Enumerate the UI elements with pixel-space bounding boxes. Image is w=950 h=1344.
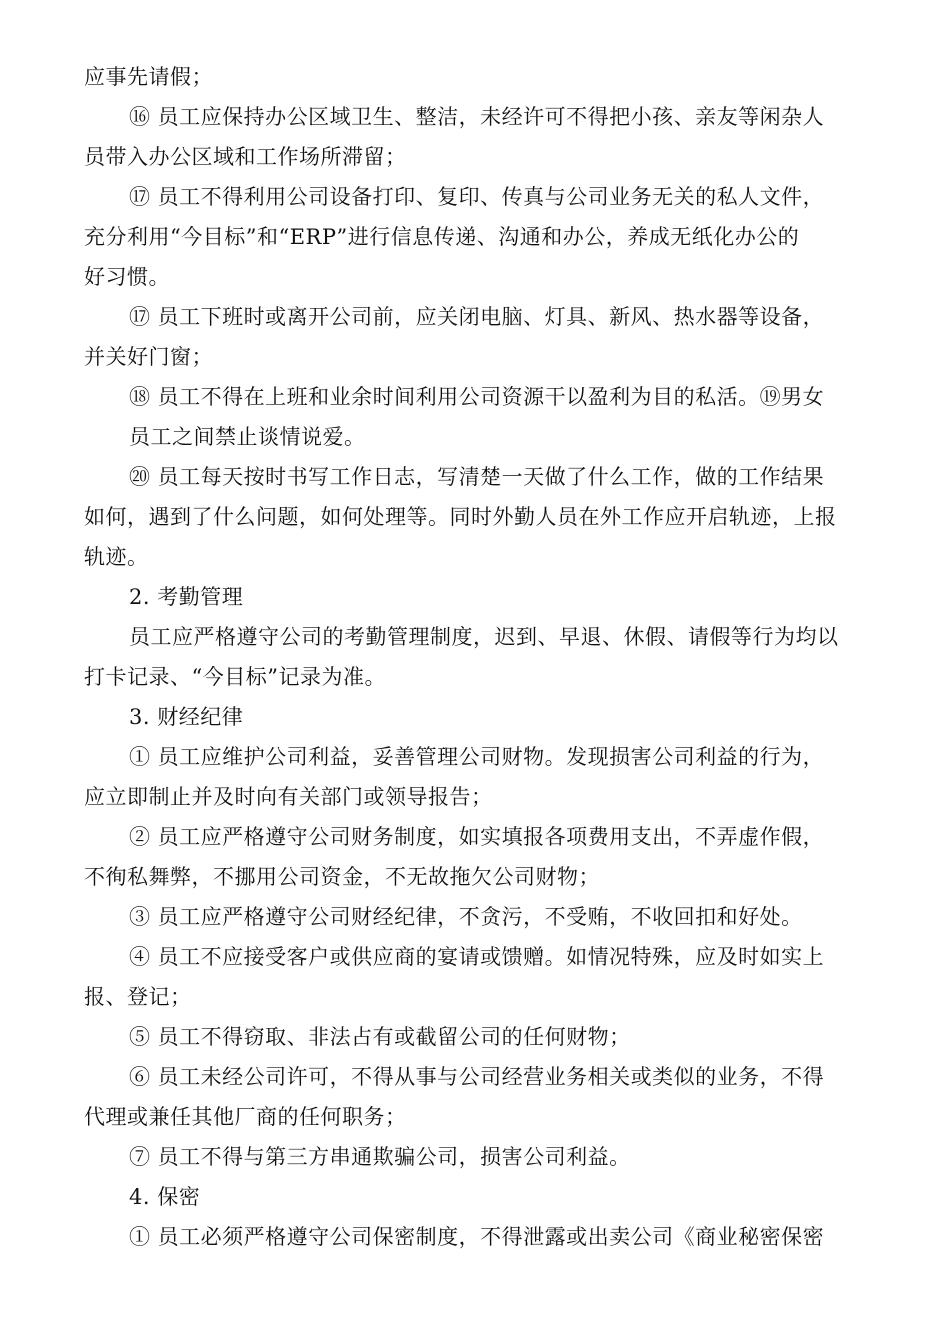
text-line: ⑰ 员工下班时或离开公司前，应关闭电脑、灯具、新风、热水器等设备， — [129, 305, 825, 329]
text-line: ⑤ 员工不得窃取、非法占有或截留公司的任何财物； — [129, 1025, 631, 1049]
section-heading: 3. 财经纪律 — [129, 705, 244, 729]
text-line: ⑥ 员工未经公司许可，不得从事与公司经营业务相关或类似的业务，不得 — [129, 1065, 825, 1089]
text-line: 充分利用“今目标”和“ERP”进行信息传递、沟通和办公，养成无纸化办公的 — [84, 225, 800, 249]
text-line: ⑯ 员工应保持办公区域卫生、整洁，未经许可不得把小孩、亲友等闲杂人 — [129, 105, 825, 129]
section-heading: 4. 保密 — [129, 1185, 201, 1209]
text-line: 不徇私舞弊，不挪用公司资金，不无故拖欠公司财物； — [84, 865, 600, 889]
text-line: ⑳ 员工每天按时书写工作日志，写清楚一天做了什么工作，做的工作结果 — [129, 465, 825, 489]
text-line: ⑱ 员工不得在上班和业余时间利用公司资源干以盈利为目的私活。⑲男女 — [129, 385, 825, 409]
text-line: 如何，遇到了什么问题，如何处理等。同时外勤人员在外工作应开启轨迹，上报 — [84, 505, 837, 529]
text-line: 员工应严格遵守公司的考勤管理制度，迟到、早退、休假、请假等行为均以 — [129, 625, 839, 649]
text-line: ① 员工必须严格遵守公司保密制度，不得泄露或出卖公司《商业秘密保密 — [129, 1225, 825, 1249]
text-line: 报、登记； — [84, 985, 192, 1009]
section-heading: 2. 考勤管理 — [129, 585, 244, 609]
text-line: 员带入办公区域和工作场所滞留； — [84, 145, 407, 169]
text-line: 应事先请假； — [84, 65, 213, 89]
text-line: 代理或兼任其他厂商的任何职务； — [84, 1105, 407, 1129]
text-line: ⑰ 员工不得利用公司设备打印、复印、传真与公司业务无关的私人文件， — [129, 185, 825, 209]
text-line: ③ 员工应严格遵守公司财经纪律，不贪污，不受贿，不收回扣和好处。 — [129, 905, 803, 929]
text-line: 轨迹。 — [84, 545, 149, 569]
text-line: 打卡记录、“今目标”记录为准。 — [84, 665, 386, 689]
text-line: 员工之间禁止谈情说爱。 — [129, 425, 366, 449]
text-line: ② 员工应严格遵守公司财务制度，如实填报各项费用支出，不弄虚作假， — [129, 825, 825, 849]
text-line: ⑦ 员工不得与第三方串通欺骗公司，损害公司利益。 — [129, 1145, 631, 1169]
text-line: 应立即制止并及时向有关部门或领导报告； — [84, 785, 493, 809]
text-line: 好习惯。 — [84, 265, 170, 289]
text-line: ④ 员工不应接受客户或供应商的宴请或馈赠。如情况特殊，应及时如实上 — [129, 945, 825, 969]
text-line: 并关好门窗； — [84, 345, 213, 369]
text-line: ① 员工应维护公司利益，妥善管理公司财物。发现损害公司利益的行为， — [129, 745, 825, 769]
